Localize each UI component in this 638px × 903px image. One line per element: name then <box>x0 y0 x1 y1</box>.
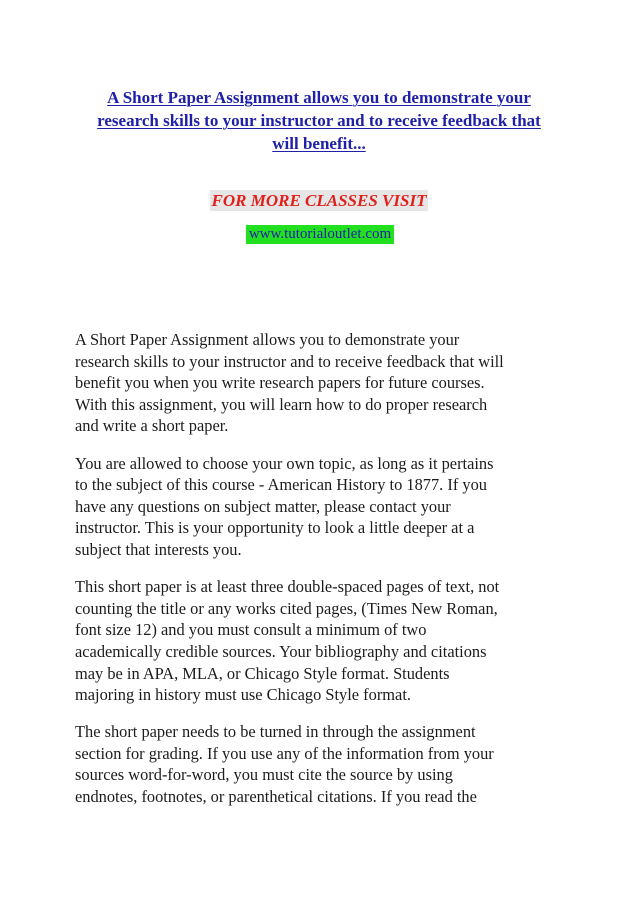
title-line-2: research skills to your instructor and to receive feedback that <box>97 111 541 130</box>
promo-visit-banner <box>0 190 638 211</box>
paragraph-line: and write a short paper. <box>75 416 229 436</box>
paragraph-line: sources word-for-word, you must cite the source by using <box>75 765 453 785</box>
paragraph-2 <box>75 453 575 561</box>
title-line-3: will benefit... <box>272 134 366 153</box>
paragraph-line: have any questions on subject matter, please contact your <box>75 496 451 516</box>
paragraph-line: academically credible sources. Your bibliography and citations <box>75 641 487 661</box>
paragraph-line: A Short Paper Assignment allows you to demonstrate your <box>75 330 460 349</box>
paragraph-line: font size 12) and you must consult a minimum of two <box>75 620 427 640</box>
paragraph-line: research skills to your instructor and to receive feedback that will <box>75 351 504 371</box>
paragraph-line: instructor. This is your opportunity to look a little deeper at a <box>75 518 475 538</box>
paragraph-line: section for grading. If you use any of the information from your <box>75 743 494 763</box>
paragraph-line: may be in APA, MLA, or Chicago Style format. Students <box>75 663 450 683</box>
paragraph-line: subject that interests you. <box>75 539 242 559</box>
document-title <box>60 86 578 155</box>
paragraph-4 <box>75 721 575 807</box>
paragraph-line: With this assignment, you will learn how to do proper research <box>75 394 488 414</box>
paragraph-1 <box>75 329 575 437</box>
paragraph-line: The short paper needs to be turned in through the assignment <box>75 722 476 742</box>
paragraph-line: This short paper is at least three double-spaced pages of text, not <box>75 577 500 597</box>
paragraph-line: to the subject of this course - American History to 1877. If you <box>75 475 487 495</box>
promo-link-banner <box>0 225 638 244</box>
paragraph-line: You are allowed to choose your own topic, as long as it pertains <box>75 453 494 473</box>
promo-visit-text: FOR MORE CLASSES VISIT <box>211 191 427 210</box>
document-body <box>75 329 575 823</box>
paragraph-3 <box>75 576 575 706</box>
title-line-1: A Short Paper Assignment allows you to demonstrate your <box>107 88 531 107</box>
paragraph-line: endnotes, footnotes, or parenthetical citations. If you read the <box>75 787 477 807</box>
paragraph-line: majoring in history must use Chicago Style format. <box>75 685 411 705</box>
paragraph-line: counting the title or any works cited pages, (Times New Roman, <box>75 598 498 618</box>
promo-website-link[interactable]: www.tutorialoutlet.com <box>246 225 394 244</box>
paragraph-line: benefit you when you write research papers for future courses. <box>75 373 485 393</box>
